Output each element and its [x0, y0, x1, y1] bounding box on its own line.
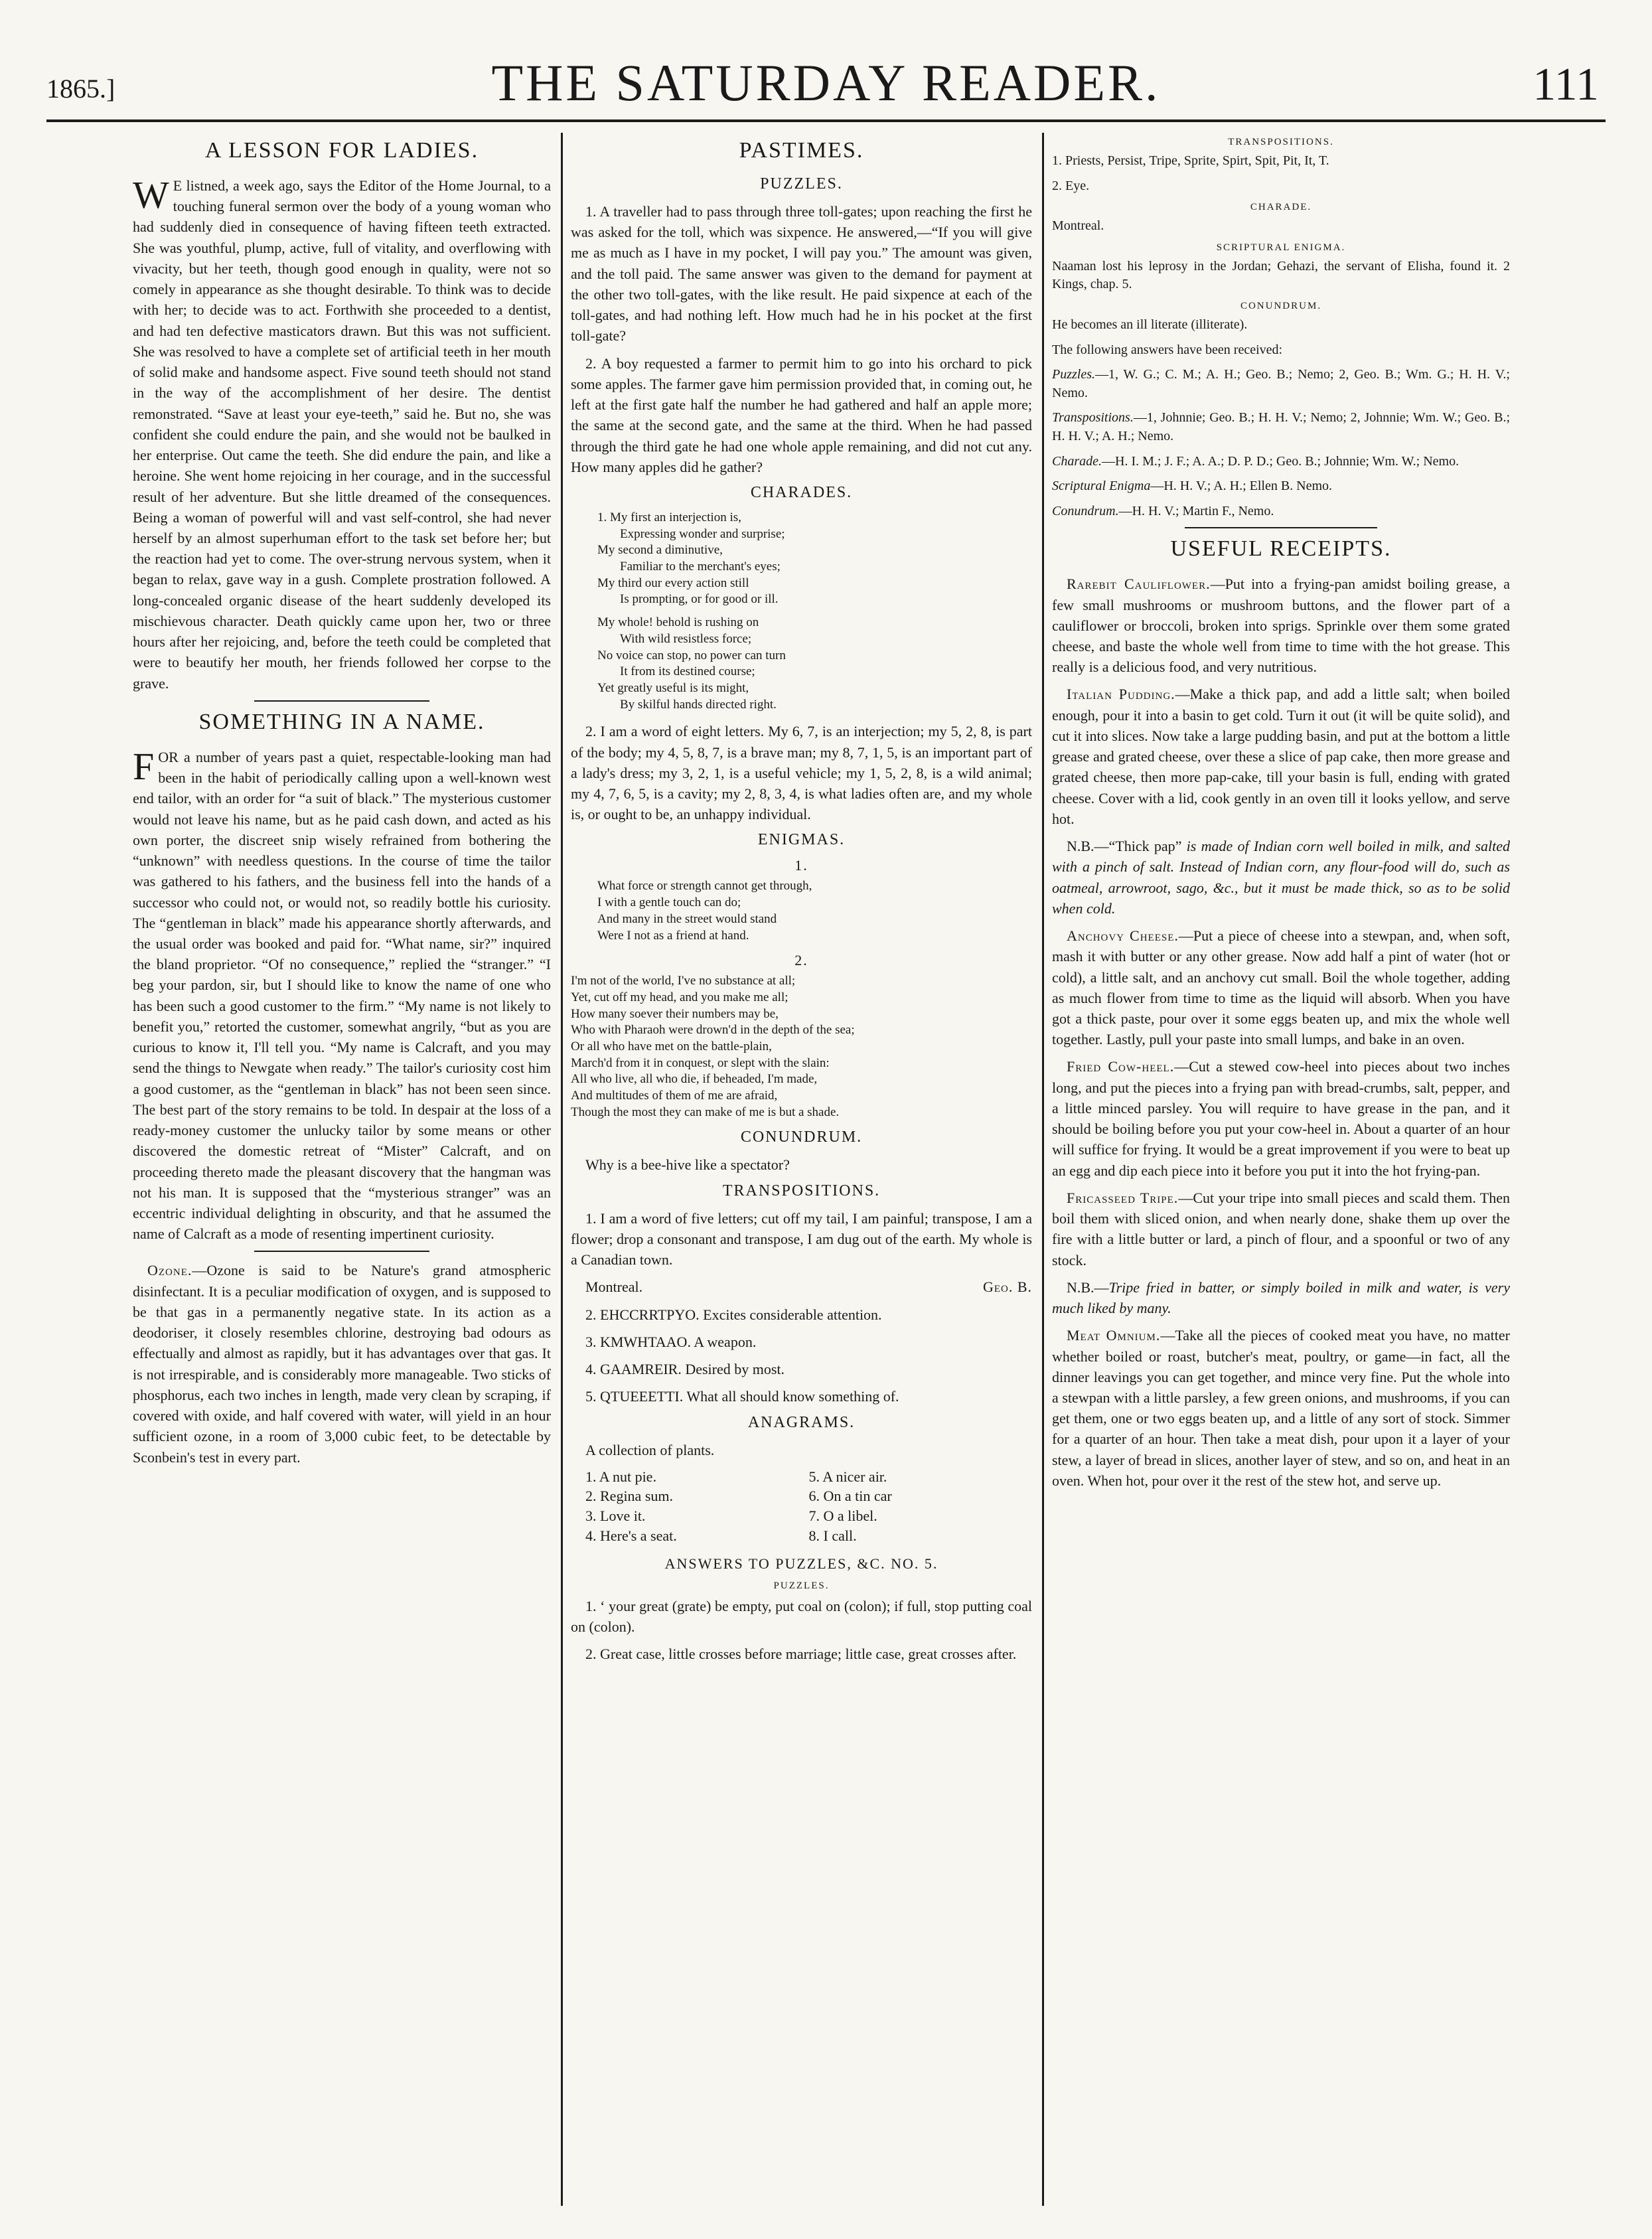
- answer-transposition-2: 2. Eye.: [1052, 178, 1090, 193]
- article-body-name: FOR a number of years past a quiet, respectable-looking man had been in the habit of periodically calling upon a well-known west end tailor, with an order for “a suit of black.” The mysterious customer would not leave his name, but as he paid cash down, and acted as his own porter, the discreet snip wisely refrained from bothering the “unknown” with needless questions. In the course of time the tailor was gathered to his fathers, and the business fell into the hands of a successor who could not, or would not, so readily bottle his curiosity. The “gentleman in black” made his appearance shortly afterwards, and the usual order was booked and paid for. “What name, sir?” inquired the bland proprietor. “Of no consequence,” replied the “stranger.” “I beg your pardon, sir, but I should like to know the name of one who has been such a good customer to the firm.” “My name is not likely to benefit you,” retorted the customer, somewhat angrily, “but as you are curious to know it, I'll tell you. “My name is Calcraft, and you may send the things to Newgate when ready.” The tailor's curiosity cost him a good customer, as the “gentleman in black” has not been seen since. The best part of the story remains to be told. In despair at the loss of a ready-money customer the unlucky tailor by some means or other discovered the domestic retreat of “Mister” Calcraft, and on proceeding thereto made the pleasant discovery that the hangman was not his man. It is supposed that the “mysterious stranger” was an eccentric individual delighting in obscurity, and that he assumed the name of Calcraft as a mode of resenting impertinent curiosity.: [133, 744, 551, 1243]
- heading-enigmas: ENIGMAS.: [757, 831, 846, 849]
- list-item: 7. O a libel.: [808, 1507, 877, 1525]
- heading-answers: ANSWERS TO PUZZLES, &C. NO. 5.: [664, 1555, 939, 1572]
- enigma-2-number: 2.: [794, 952, 808, 969]
- transposition-1: 1. I am a word of five letters; cut off my tail, I am painful; transpose, I am a flower; drop a consonant and transpose, I am dug out of the earth. My whole is a Canadian town.: [571, 1209, 1032, 1269]
- received-enigma: Scriptural Enigma—H. H. V.; A. H.; Ellen B. Nemo.: [1052, 479, 1333, 494]
- answer-2: 2. Great case, little crosses before marriage; little case, great crosses after.: [585, 1645, 1017, 1662]
- received-conundrum: Conundrum.—H. H. V.; Martin F., Nemo.: [1052, 503, 1274, 518]
- enigma-1-number: 1.: [794, 857, 808, 874]
- answer-1: 1. ‘ your great (grate) be empty, put coal on (colon); if full, stop putting coal on (colon).: [571, 1597, 1032, 1635]
- receipt-fricasseed-tripe: Fricasseed Tripe.—Cut your tripe into small pieces and scald them. Then boil them with sliced onion, and when nearly done, shake them up over the fire with a little butter or lard, a pinch of flour, and a spoonful or two of any stock.: [1052, 1189, 1510, 1269]
- receipt-anchovy-cheese: Anchovy Cheese.—Put a piece of cheese into a stewpan, and, when soft, mash it with butter or any other grease. Now add half a pint of water (hot or cold), a little salt, and an anchovy cut small. Boil the whole together, adding as much flower from time to time as the liquid will absorb. When you have got a thick paste, pour over it some eggs beaten up, and mix the whole well together. Lastly, pull your paste into small lumps, and bake in an oven.: [1052, 927, 1510, 1048]
- header-rule: [46, 119, 1606, 122]
- section-title-pastimes: PASTIMES.: [739, 138, 864, 163]
- transposition-3: 3. KMWHTAAO. A weapon.: [585, 1333, 757, 1350]
- column-divider: [1042, 133, 1044, 2206]
- receipt-fried-cow-heel: Fried Cow-heel.—Cut a stewed cow-heel into pieces about two inches long, and put the pieces into a frying pan with bread-crumbs, salt, pepper, and a little minced parsley. You will require to have grease in the pan, and it should be boiling before you put your cow-heel in. About a quarter of an hour will suffice for frying. It would be a great improvement if you were to beat up an egg and dip each piece into it before you put it into the hot frying-pan.: [1052, 1058, 1510, 1179]
- list-item: 5. A nicer air.: [808, 1468, 887, 1485]
- received-charade: Charade.—H. I. M.; J. F.; A. A.; D. P. D.; Geo. B.; Johnnie; Wm. W.; Nemo.: [1052, 453, 1460, 469]
- list-item: 2. Regina sum.: [585, 1488, 673, 1505]
- puzzle-2: 2. A boy requested a farmer to permit him to go into his orchard to pick some apples. The farmer gave him permission provided that, in coming out, he left at the first gate half the number he had gathered and half an apple more; the same at the second gate, and the same at the third. When he had passed through the third gate he had one whole apple remaining, and did not cut any. How many apples did he gather?: [571, 354, 1032, 475]
- heading-answers-transpositions: TRANSPOSITIONS.: [1228, 137, 1334, 147]
- column-right: [1052, 133, 1510, 2212]
- transposition-2: 2. EHCCRRTPYO. Excites considerable attention.: [585, 1306, 882, 1323]
- receipt-meat-omnium: Meat Omnium.—Take all the pieces of cooked meat you have, no matter whether boiled or roast, butcher's meat, poultry, or game—in fact, all the dinner leavings you can get together, and mince very fine. Put the whole into a stewpan with a little parsley, a few green onions, and mushrooms, if you can get them, one or two eggs beaten up, and a little of any sort of stock. Simmer for a quarter of an hour. Then take a meat dish, pour upon it a layer of your stew, a layer of bread in slices, another layer of stew, and so on, and heat in an oven. When hot, pour over it the rest of the stew hot, and serve up.: [1052, 1327, 1510, 1489]
- article-title-lesson: A LESSON FOR LADIES.: [204, 138, 479, 163]
- heading-conundrum: CONUNDRUM.: [740, 1128, 863, 1146]
- heading-puzzles: PUZZLES.: [760, 175, 843, 193]
- answer-transposition-1: 1. Priests, Persist, Tripe, Sprite, Spirt, Spit, Pit, It, T.: [1052, 153, 1329, 168]
- article-body-ozone: Ozone.—Ozone is said to be Nature's grand atmospheric disinfectant. It is a peculiar modification of oxygen, and is supposed to be that gas in a permanently negative state. In its action as a deodoriser, it closely resembles chlorine, destroying bad odours as effectually and almost as rapidly, but it has advantages over that gas. It is not irrespirable, and is considerably more manageable. Two sticks of phosphorus, each two inches in length, made very clean by scraping, if covered with oxide, and half covered with water, will yield in an hour sufficient ozone, in a room of 3,000 cubic feet, to be detectable by Sconbein's test in every part.: [133, 1262, 551, 1466]
- note-tripe: N.B.—Tripe fried in batter, or simply boiled in milk and water, is very much liked by many.: [1052, 1278, 1510, 1317]
- received-transpositions: Transpositions.—1, Johnnie; Geo. B.; H. H. V.; Nemo; 2, Johnnie; Wm. W.; Geo. B.; H. H. V.; A. H.; Nemo.: [1052, 410, 1510, 443]
- enigma-2-verse: I'm not of the world, I've no substance at all; Yet, cut off my head, and you make me all; How many soever their numbers may be, Who with Pharaoh were drown'd in the depth of the sea; Or all who have met on the battle-plain, March'd from it in conquest, or slept with the slain: All who live, all who die, if beheaded, I'm made, And multitudes of them of me are afraid, Though the most they can make of me is but a shade.: [571, 974, 855, 1119]
- anagram-list: [571, 1467, 1032, 1546]
- answer-enigma: Naaman lost his leprosy in the Jordan; Gehazi, the servant of Elisha, found it. 2 Kings, chap. 5.: [1052, 258, 1510, 292]
- heading-anagrams: ANAGRAMS.: [747, 1413, 856, 1431]
- heading-answers-enigma: SCRIPTURAL ENIGMA.: [1216, 242, 1346, 253]
- charade-2: 2. I am a word of eight letters. My 6, 7, is an interjection; my 5, 2, 8, is part of the body; my 4, 5, 8, 7, is a brave man; my 8, 7, 1, 5, is an important part of a lady's dress; my 3, 2, 1, is a useful vehicle; my 1, 5, 2, 8, is a wild animal; my 4, 7, 6, 5, is a cavity; my 2, 8, 3, 4, is what ladies often are, and my whole is, or ought to be, an unhappy individual.: [571, 723, 1032, 823]
- drop-cap: W: [133, 173, 169, 216]
- transposition-1-signature: Montreal. Geo. B.: [585, 1278, 1032, 1296]
- article-title-name: SOMETHING IN A NAME.: [198, 709, 485, 734]
- page-number: 111: [1533, 59, 1599, 110]
- note-thick-pap: N.B.—“Thick pap” is made of Indian corn well boiled in milk, and salted with a pinch of salt. Instead of Indian corn, any flour-food will do, such as oatmeal, arrowroot, sago, &c., but it must be made thick, so as to be solid when cold.: [1052, 838, 1510, 917]
- masthead-title: THE SATURDAY READER.: [491, 54, 1161, 112]
- section-rule: [254, 1251, 430, 1252]
- enigma-1-verse: What force or strength cannot get through, I with a gentle touch can do; And many in the street would stand Were I not as a friend at hand.: [597, 879, 812, 943]
- heading-charades: CHARADES.: [750, 484, 853, 502]
- page-header: [46, 46, 1606, 119]
- heading-answers-puzzles: PUZZLES.: [773, 1580, 830, 1591]
- anagrams-intro: A collection of plants.: [585, 1441, 715, 1458]
- list-item: 3. Love it.: [585, 1507, 646, 1525]
- section-rule: [254, 700, 430, 702]
- column-left: [133, 133, 551, 2212]
- list-item: 6. On a tin car: [808, 1488, 892, 1505]
- answer-conundrum: He becomes an ill literate (illiterate).: [1052, 317, 1248, 332]
- section-rule: [1185, 527, 1377, 528]
- transposition-4: 4. GAAMREIR. Desired by most.: [585, 1361, 785, 1378]
- column-middle: [571, 133, 1032, 2212]
- transposition-5: 5. QTUEEETTI. What all should know something of.: [585, 1388, 899, 1405]
- drop-cap: F: [133, 744, 155, 788]
- answers-received-intro: The following answers have been received:: [1052, 342, 1283, 357]
- list-item: 4. Here's a seat.: [585, 1527, 677, 1544]
- charade-1-verse: 1. My first an interjection is, Expressing wonder and surprise; My second a diminutive, Familiar to the merchant's eyes; My third our every action still Is prompting, or for good or ill. My whole! behold is rushing on With wild resistless force; No voice can stop, no power can turn It from its destined course; Yet greatly useful is its might, By skilful hands directed right.: [597, 510, 786, 712]
- conundrum-text: Why is a bee-hive like a spectator?: [585, 1156, 790, 1174]
- list-item: 8. I call.: [808, 1527, 857, 1544]
- heading-transpositions: TRANSPOSITIONS.: [722, 1182, 881, 1199]
- receipt-rarebit: Rarebit Cauliflower.—Put into a frying-pan amidst boiling grease, a few small mushrooms or mushroom buttons, and the flower part of a cauliflower or broccoli, broken into sprigs. Sprinkle over them some grated cheese, and baste the whole well from time to time with the hot grease. This really is a delicious food, and very nutritious.: [1052, 576, 1510, 676]
- section-title-receipts: USEFUL RECEIPTS.: [1170, 536, 1392, 562]
- header-date: 1865.]: [46, 74, 115, 104]
- column-divider: [561, 133, 563, 2206]
- heading-answers-charade: CHARADE.: [1250, 202, 1312, 213]
- received-puzzles: Puzzles.—1, W. G.; C. M.; A. H.; Geo. B.; Nemo; 2, Geo. B.; Wm. G.; H. H. V.; Nemo.: [1052, 367, 1510, 400]
- answer-charade: Montreal.: [1052, 218, 1104, 234]
- puzzle-1: 1. A traveller had to pass through three toll-gates; upon reaching the first he was asked for the toll, which was sixpence. He answered,—“If you will give me as much as I have in my pocket, I will pay you.” The amount was given, and the toll paid. The same answer was given to the demand for payment at the other two toll-gates, with the like result. He paid sixpence at each of the toll-gates, and had nothing left. How much had he in his pocket at the first toll-gate?: [571, 203, 1032, 345]
- list-item: 1. A nut pie.: [585, 1468, 656, 1485]
- receipt-italian-pudding: Italian Pudding.—Make a thick pap, and add a little salt; when boiled enough, pour it into a basin to get cold. Turn it out (it will be quite solid), and cut it into slices. Now take a large pudding basin, and put at the bottom a little grease and grated cheese, over these a slice of pap cake, then more grease and grated cheese, then more pap-cake, till your basin is full, ending with grated cheese. Cover with a lid, cook gently in an oven till it looks yellow, and serve hot.: [1052, 686, 1510, 827]
- heading-answers-conundrum: CONUNDRUM.: [1240, 300, 1322, 311]
- article-body-lesson: W E listned, a week ago, says the Editor of the Home Journal, to a touching funeral sermon over the body of a young woman who had suddenly died in consequence of having fifteen teeth extracted. She was youthful, plump, active, full of vitality, and overflowing with vivacity, but her teeth, though good enough in quality, were not so comely in appearance as she thought desirable. To think was to decide with her; to decide was to act. Forthwith she proceeded to a dentist, and had ten defective masticators drawn. But this was not sufficient. She was resolved to have a complete set of artificial teeth in her mouth of solid make and handsome aspect. Five sound teeth should not stand in the way of the accomplishment of her desire. The dentist remonstrated. “Save at least your eye-teeth,” said he. But no, she was confident she could endure the pain, and she would not be baulked in her enterprise. Out came the teeth. She did endure the pain, and like a heroine. She went home rejoicing in her courage, and in the successful result of her adventure. But she little dreamed of the consequences. Being a woman of powerful will and vast self-control, she had never herself by an almost superhuman effort to the task set before her; but the reaction had yet to come. The over-strung nervous system, when it began to relax, gave way in a gush. Complete prostration followed. A long-concealed organic disease of the heart suddenly developed its mischievous character. Death quickly came upon her, two or three hours after her rejoicing, and, before the teeth could be completed that were to beautify her mouth, her friends followed her corpse to the grave.: [133, 173, 551, 692]
